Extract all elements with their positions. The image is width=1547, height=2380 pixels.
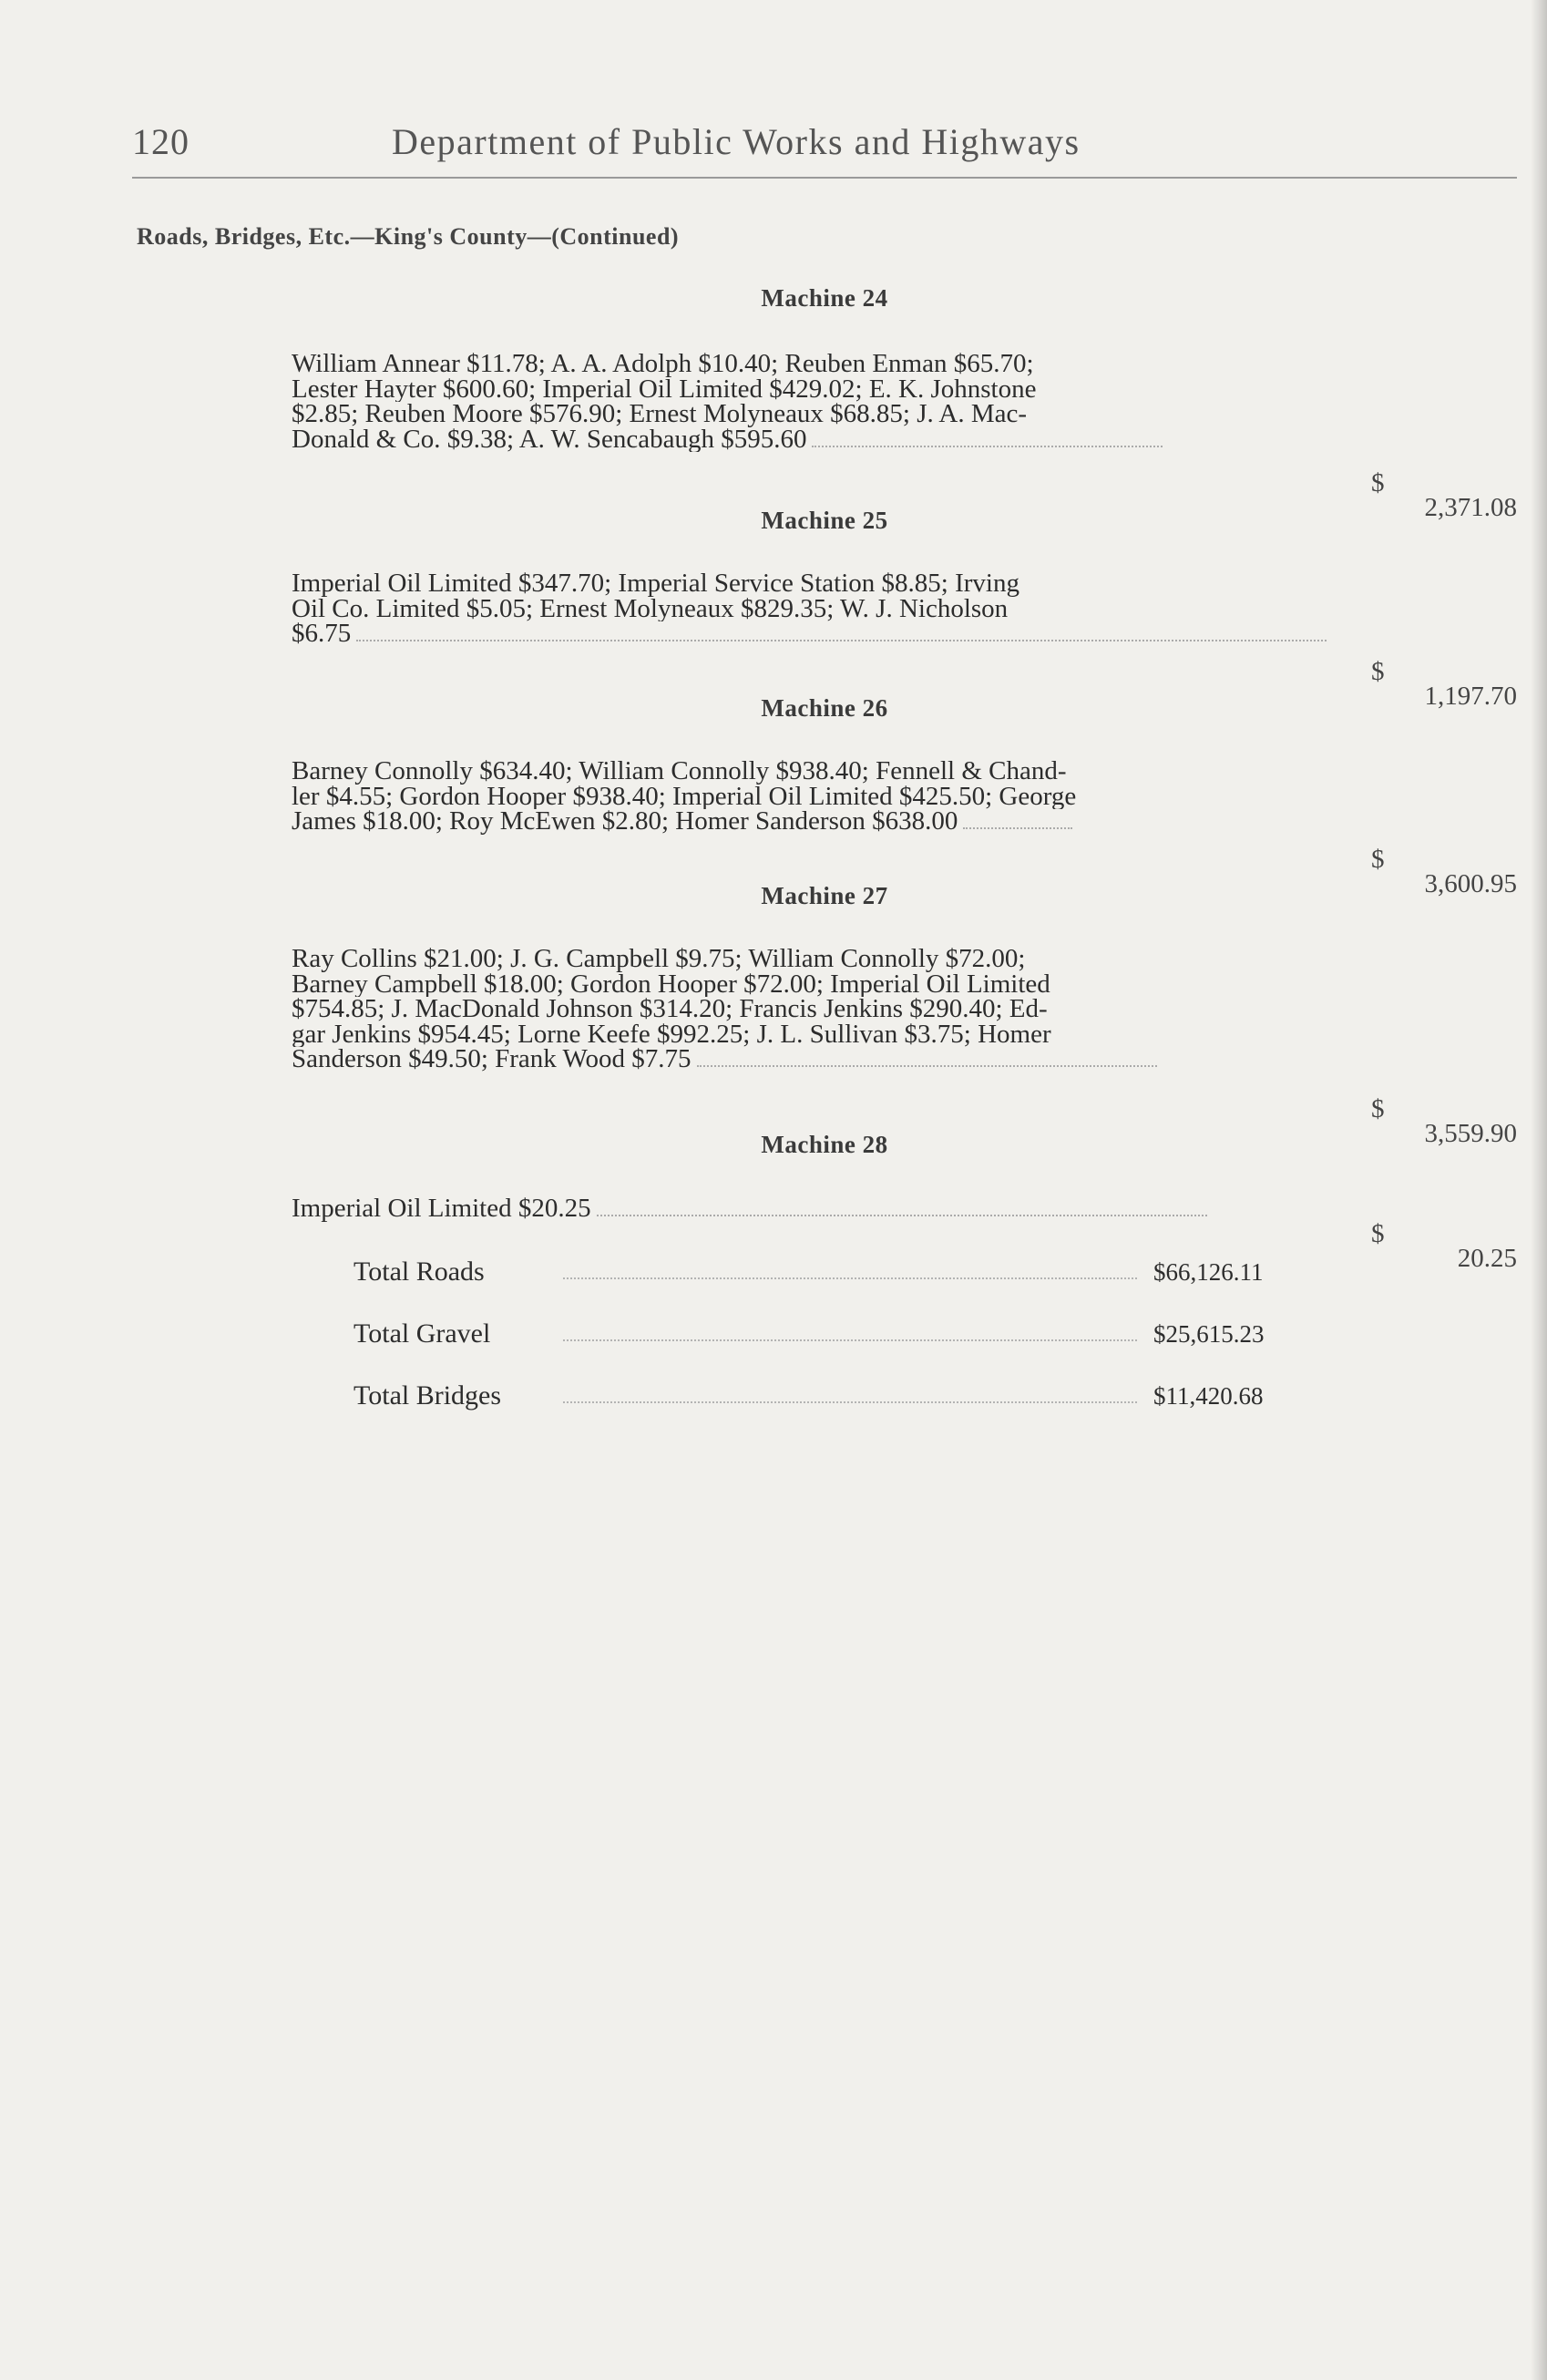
dot-leader xyxy=(697,1065,1157,1067)
dollar-sign: $ xyxy=(1371,467,1385,498)
entry-line: Barney Connolly $634.40; William Connolly $938.40; Fennell & Chand- xyxy=(292,759,1067,785)
total-value: $25,615.23 xyxy=(1153,1320,1265,1348)
amount-value: 1,197.70 xyxy=(1424,682,1517,711)
dollar-sign: $ xyxy=(1371,1093,1385,1123)
entry-line: $754.85; J. MacDonald Johnson $314.20; Francis Jenkins $290.40; Ed- xyxy=(292,997,1048,1022)
entry-line: Imperial Oil Limited $347.70; Imperial Service Station $8.85; Irving xyxy=(292,571,1019,597)
entry-last-line xyxy=(292,809,1348,835)
entry-last-line xyxy=(292,1047,1348,1072)
dollar-sign: $ xyxy=(1371,1218,1385,1248)
page-edge-shadow xyxy=(1531,0,1547,2380)
amount-value: 2,371.08 xyxy=(1424,493,1517,522)
amount-value: 20.25 xyxy=(1457,1244,1517,1273)
machine-title: Machine 25 xyxy=(761,507,888,534)
entry-last-line xyxy=(292,621,1348,647)
machine-entry xyxy=(292,571,1348,647)
entry-line-text: Donald & Co. $9.38; A. W. Sencabaugh $595.60 xyxy=(292,426,807,452)
dollar-sign: $ xyxy=(1371,844,1385,874)
dot-leader xyxy=(563,1277,1137,1279)
entry-line-text: James $18.00; Roy McEwen $2.80; Homer Sanderson $638.00 xyxy=(292,809,958,835)
dollar-sign: $ xyxy=(1371,656,1385,686)
entry-line-text: Imperial Oil Limited $20.25 xyxy=(292,1196,591,1222)
entry-line: Lester Hayter $600.60; Imperial Oil Limited $429.02; E. K. Johnstone xyxy=(292,376,1037,402)
dot-leader xyxy=(563,1339,1137,1341)
entry-line: $2.85; Reuben Moore $576.90; Ernest Molyneaux $68.85; J. A. Mac- xyxy=(292,402,1028,427)
dot-leader xyxy=(563,1401,1137,1403)
total-label: Total Bridges xyxy=(353,1380,502,1411)
total-row xyxy=(353,1257,1292,1287)
total-label: Total Roads xyxy=(353,1257,485,1287)
entry-last-line xyxy=(292,1196,1348,1222)
entry-line: Barney Campbell $18.00; Gordon Hooper $72.00; Imperial Oil Limited xyxy=(292,971,1050,997)
total-value: $11,420.68 xyxy=(1153,1382,1264,1410)
dot-leader xyxy=(812,446,1163,447)
machine-title: Machine 26 xyxy=(761,694,888,722)
machine-amount xyxy=(1371,1196,1517,1297)
dot-leader xyxy=(597,1215,1207,1216)
machine-entry xyxy=(292,759,1348,835)
page-number: 120 xyxy=(132,121,190,162)
machine-title: Machine 28 xyxy=(761,1131,888,1158)
total-row xyxy=(353,1381,1292,1411)
entry-line-text: Sanderson $49.50; Frank Wood $7.75 xyxy=(292,1047,692,1072)
total-row xyxy=(353,1319,1292,1349)
machine-entry xyxy=(292,1196,1348,1222)
entry-line: Oil Co. Limited $5.05; Ernest Molyneaux $829.35; W. J. Nicholson xyxy=(292,596,1009,621)
entry-line: Ray Collins $21.00; J. G. Campbell $9.75; William Connolly $72.00; xyxy=(292,947,1026,972)
running-title: Department of Public Works and Highways xyxy=(392,121,1081,162)
page-header xyxy=(132,120,1517,166)
entry-line: gar Jenkins $954.45; Lorne Keefe $992.25; J. L. Sullivan $3.75; Homer xyxy=(292,1021,1051,1047)
dot-leader xyxy=(963,827,1072,829)
total-label: Total Gravel xyxy=(353,1318,491,1349)
machine-title: Machine 24 xyxy=(761,284,888,312)
entry-line-text: $6.75 xyxy=(292,621,352,647)
entry-line: William Annear $11.78; A. A. Adolph $10.40; Reuben Enman $65.70; xyxy=(292,352,1034,377)
machine-entry xyxy=(292,352,1348,452)
dot-leader xyxy=(356,640,1327,641)
total-value: $66,126.11 xyxy=(1153,1258,1264,1286)
entry-last-line xyxy=(292,427,1348,453)
machine-entry xyxy=(292,947,1348,1072)
section-heading: Roads, Bridges, Etc.—King's County—(Continued) xyxy=(137,223,680,250)
entry-line: ler $4.55; Gordon Hooper $938.40; Imperial Oil Limited $425.50; George xyxy=(292,784,1077,809)
amount-value: 3,559.90 xyxy=(1424,1119,1517,1148)
amount-value: 3,600.95 xyxy=(1424,869,1517,898)
machine-title: Machine 27 xyxy=(761,882,888,909)
header-rule xyxy=(132,177,1517,179)
